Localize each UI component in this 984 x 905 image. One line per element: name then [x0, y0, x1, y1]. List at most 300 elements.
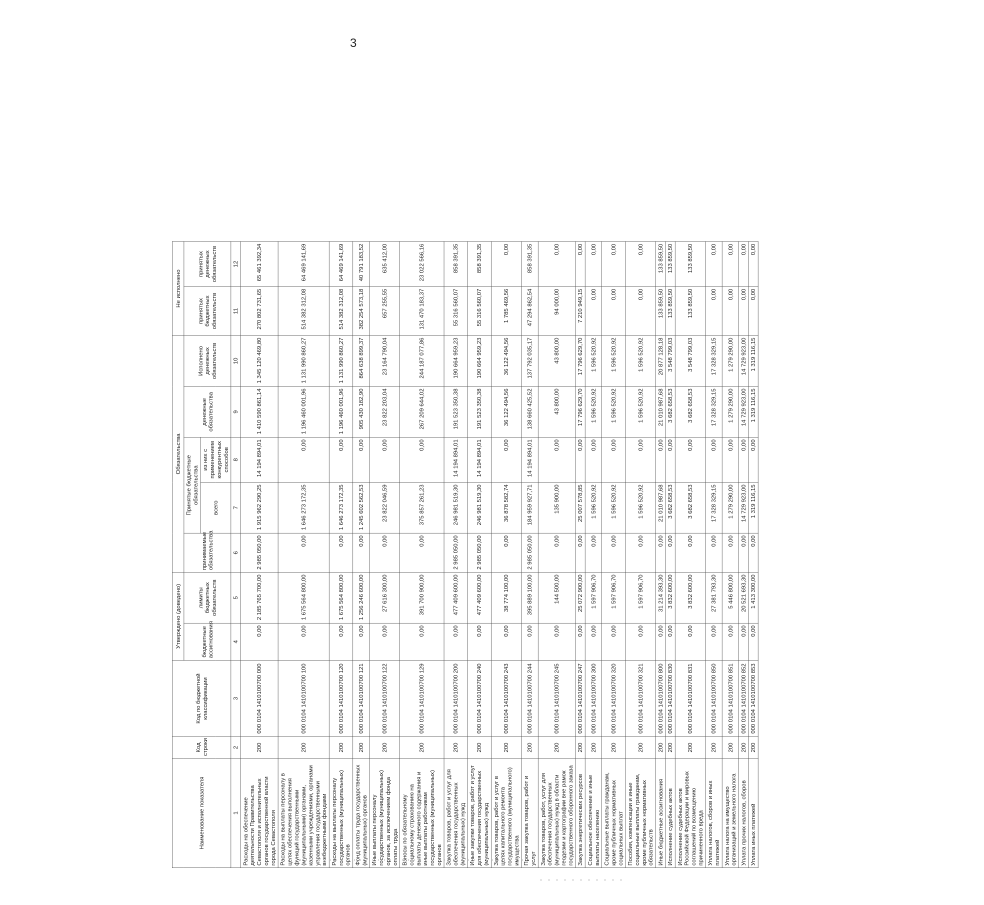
row-line-code: 200	[369, 737, 399, 759]
row-name: Социальное обеспечение и иные выплаты населению	[585, 758, 602, 868]
row-value: 0,00	[329, 623, 353, 660]
table-row	[602, 242, 626, 868]
row-value: 0,00	[739, 623, 749, 660]
col-number: 8	[231, 437, 241, 482]
table-body	[241, 242, 758, 868]
row-value: 270 802 731,65	[241, 287, 278, 336]
report-table-rotated	[172, 243, 984, 868]
row-value: 0,00	[369, 533, 399, 572]
row-value: 477 409 600,00	[444, 572, 468, 623]
table-row	[722, 242, 739, 868]
row-value: 1 256 246 600,00	[353, 572, 370, 623]
row-value: 0,00	[522, 623, 539, 660]
header-budget-allocations: бюджетные ассигнования	[184, 623, 231, 660]
row-value: 17 328 329,15	[706, 482, 723, 533]
row-value: 0,00	[739, 287, 749, 336]
row-value: 14 194 894,01	[444, 437, 468, 482]
col-number: 9	[231, 386, 241, 437]
row-value: 0,00	[576, 437, 586, 482]
row-value: 0,00	[748, 437, 758, 482]
row-value: 1 596 520,92	[602, 386, 626, 437]
row-value: 0,00	[585, 623, 602, 660]
row-value: 1 597 906,70	[602, 572, 626, 623]
row-value: 36 122 494,56	[491, 386, 521, 437]
row-value: 0,00	[468, 623, 492, 660]
row-value: 144 500,00	[538, 572, 575, 623]
row-value: 14 194 894,01	[522, 437, 539, 482]
row-value: 0,00	[353, 437, 370, 482]
table-row	[369, 242, 399, 868]
row-budget-code: 000 0104 1410100700 000	[241, 660, 278, 736]
row-value: 23 822 203,04	[369, 386, 399, 437]
row-value: 131 470 183,37	[400, 287, 444, 336]
table-row	[675, 242, 705, 868]
row-value: 0,00	[722, 437, 739, 482]
header-indicator: Наименование показателя	[172, 758, 231, 868]
row-value: 3 682 658,53	[665, 482, 675, 533]
row-budget-code: 000 0104 1410100700 247	[576, 660, 586, 736]
row-value: 1 196 460 001,96	[278, 386, 329, 437]
header-obligations: Обязательства	[172, 335, 184, 572]
header-budget-code: Код по бюджетной классификации	[172, 660, 231, 736]
row-value: 1 596 520,92	[625, 482, 655, 533]
col-number: 7	[231, 482, 241, 533]
col-number: 3	[231, 660, 241, 736]
row-value: 0,00	[739, 533, 749, 572]
row-value: 1 131 990 860,27	[278, 335, 329, 386]
row-value: 133 859,50	[656, 287, 666, 336]
row-value: 3 548 799,03	[675, 335, 705, 386]
header-line-code: Код строки	[172, 737, 231, 759]
row-value: 2 985 050,00	[241, 533, 278, 572]
header-total: всего	[201, 482, 231, 533]
row-budget-code: 000 0104 1410100700 300	[585, 660, 602, 736]
row-line-code: 200	[576, 737, 586, 759]
row-value: 0,00	[491, 437, 521, 482]
row-value: 43 800,00	[538, 386, 575, 437]
row-value: 0,00	[748, 287, 758, 336]
row-value: 657 255,55	[369, 287, 399, 336]
row-value: 64 469 141,69	[329, 242, 353, 287]
row-name: Фонд оплаты труда государственных (муниципальных) органов	[353, 758, 370, 868]
row-name: Иные бюджетные ассигнования	[656, 758, 666, 868]
row-value: 17 328 329,15	[706, 335, 723, 386]
row-value: 0,00	[585, 287, 602, 336]
row-line-code: 200	[400, 737, 444, 759]
header-accepted-obligations: принимаемые обязательства	[184, 533, 231, 572]
row-value: 2 185 765 700,00	[241, 572, 278, 623]
row-budget-code: 000 0104 1410100700 245	[538, 660, 575, 736]
row-value: 0,00	[538, 437, 575, 482]
row-name: Социальные выплаты гражданам, кроме публичных нормативных социальных выплат	[602, 758, 626, 868]
row-value: 0,00	[739, 242, 749, 287]
row-value: 0,00	[602, 437, 626, 482]
row-budget-code: 000 0104 1410100700 320	[602, 660, 626, 736]
row-value: 1 345 120 469,80	[241, 335, 278, 386]
row-value: 47 294 862,54	[522, 287, 539, 336]
col-number: 12	[231, 242, 241, 287]
row-value: 1 319 116,15	[748, 335, 758, 386]
row-value: 0,00	[675, 623, 705, 660]
row-budget-code: 000 0104 1410100700 852	[739, 660, 749, 736]
row-value: 21 010 987,68	[656, 482, 666, 533]
row-value: 21 010 987,68	[656, 386, 666, 437]
row-value: 514 382 312,08	[278, 287, 329, 336]
row-value: 0,00	[576, 242, 586, 287]
row-line-code: 200	[656, 737, 666, 759]
row-value: 36 878 582,74	[491, 482, 521, 533]
header-budget-limits: лимиты бюджетных обязательств	[184, 572, 231, 623]
row-value: 0,00	[278, 623, 329, 660]
row-budget-code: 000 0104 1410100700 243	[491, 660, 521, 736]
row-value: 190 664 959,23	[468, 335, 492, 386]
row-value: 36 122 494,56	[491, 335, 521, 386]
row-value: 1 319 116,15	[748, 386, 758, 437]
row-value: 135 900,00	[538, 482, 575, 533]
row-budget-code: 000 0104 1410100700 853	[748, 660, 758, 736]
row-value: 864 638 899,37	[353, 335, 370, 386]
row-value: 1 596 520,92	[602, 335, 626, 386]
row-value: 0,00	[369, 623, 399, 660]
row-value: 0,00	[538, 623, 575, 660]
row-line-code: 200	[748, 737, 758, 759]
row-value: 0,00	[329, 533, 353, 572]
row-value: 0,00	[748, 242, 758, 287]
row-value: 1 785 469,56	[491, 287, 521, 336]
row-budget-code: 000 0104 1410100700 121	[353, 660, 370, 736]
row-value: 1 596 520,92	[625, 335, 655, 386]
row-value: 0,00	[722, 287, 739, 336]
row-value: 14 194 894,01	[468, 437, 492, 482]
row-value: 3 832 600,00	[665, 572, 675, 623]
row-name: Уплата налогов, сборов и иных платежей	[706, 758, 723, 868]
row-value: 184 959 927,71	[522, 482, 539, 533]
row-line-code: 200	[585, 737, 602, 759]
row-line-code: 200	[665, 737, 675, 759]
row-value: 0,00	[491, 623, 521, 660]
row-value: 0,00	[491, 533, 521, 572]
row-value: 17 796 629,70	[576, 335, 586, 386]
row-value: 64 469 141,69	[278, 242, 329, 287]
row-value: 3 682 658,53	[675, 482, 705, 533]
row-value: 0,00	[625, 287, 655, 336]
row-value: 1 596 520,92	[585, 386, 602, 437]
row-budget-code: 000 0104 1410100700 240	[468, 660, 492, 736]
row-value: 0,00	[706, 437, 723, 482]
row-value: 1 131 990 860,27	[329, 335, 353, 386]
row-budget-code: 000 0104 1410100700 850	[706, 660, 723, 736]
page-number: 3	[350, 36, 357, 50]
row-value: 0,00	[625, 623, 655, 660]
col-number: 5	[231, 572, 241, 623]
row-value: 858 391,35	[468, 242, 492, 287]
row-value: 1 413 300,00	[748, 572, 758, 623]
row-value: 94 000,00	[538, 287, 575, 336]
header-unexec-monetary: принятых денежных обязательств	[184, 242, 231, 287]
row-value: 0,00	[538, 242, 575, 287]
row-name: Прочая закупка товаров, работ и услуг	[522, 758, 539, 868]
row-name: Иные выплаты персоналу государственных (муниципальных) органов, за исключением фонда оплаты труда	[369, 758, 399, 868]
header-accepted-budget-obligations: Принятые бюджетные обязательства	[184, 437, 201, 533]
row-value: 27 616 300,00	[369, 572, 399, 623]
row-name: Иные закупки товаров, работ и услуг для обеспечения государственных (муниципальных) нужд	[468, 758, 492, 868]
row-budget-code: 000 0104 1410100700 831	[675, 660, 705, 736]
row-value: 0,00	[602, 623, 626, 660]
row-line-code: 200	[706, 737, 723, 759]
row-value: 20 521 693,30	[739, 572, 749, 623]
row-value: 0,00	[656, 437, 666, 482]
row-value: 375 857 261,23	[400, 482, 444, 533]
table-row	[353, 242, 370, 868]
row-value: 0,00	[706, 533, 723, 572]
row-budget-code: 000 0104 1410100700 129	[400, 660, 444, 736]
row-value: 23 822 046,59	[369, 482, 399, 533]
row-value: 382 254 573,18	[353, 287, 370, 336]
row-value: 5 446 800,00	[722, 572, 739, 623]
row-name: Уплата иных платежей	[748, 758, 758, 868]
row-value: 65 461 392,34	[241, 242, 278, 287]
row-value: 477 409 600,00	[468, 572, 492, 623]
table-row	[538, 242, 575, 868]
row-value: 267 209 644,02	[400, 386, 444, 437]
row-line-code: 200	[353, 737, 370, 759]
row-value: 0,00	[400, 437, 444, 482]
row-value: 31 214 393,30	[656, 572, 666, 623]
row-value: 0,00	[675, 437, 705, 482]
row-value: 0,00	[625, 242, 655, 287]
row-line-code: 200	[522, 737, 539, 759]
row-value: 0,00	[538, 533, 575, 572]
row-value: 25 007 578,85	[576, 482, 586, 533]
row-name: Уплата прочих налогов, сборов	[739, 758, 749, 868]
row-value: 133 859,50	[675, 242, 705, 287]
row-line-code: 200	[739, 737, 749, 759]
row-value: 14 729 923,00	[739, 482, 749, 533]
row-value: 27 381 793,30	[706, 572, 723, 623]
row-value: 905 430 182,90	[353, 386, 370, 437]
row-value: 2 985 050,00	[522, 533, 539, 572]
row-line-code: 200	[241, 737, 278, 759]
row-value: 0,00	[369, 437, 399, 482]
row-budget-code: 000 0104 1410100700 800	[656, 660, 666, 736]
row-name: Расходы на выплаты персоналу государственных (муниципальных) органов	[329, 758, 353, 868]
row-value: 20 877 128,18	[656, 335, 666, 386]
header-unexecuted: Не исполнено	[172, 242, 184, 336]
row-value: 17 328 329,15	[706, 386, 723, 437]
row-value: 0,00	[675, 533, 705, 572]
row-value: 3 548 799,03	[665, 335, 675, 386]
row-value: 23 022 566,16	[400, 242, 444, 287]
row-value: 0,00	[665, 623, 675, 660]
row-value: 1 596 520,92	[602, 482, 626, 533]
row-value: 133 859,50	[665, 287, 675, 336]
row-name: Исполнение судебных актов Российской Федерации и мировых соглашений по возмещению причиненного вреда	[675, 758, 705, 868]
row-line-code: 200	[444, 737, 468, 759]
row-value: 55 316 560,07	[468, 287, 492, 336]
row-value: 7 210 949,15	[576, 287, 586, 336]
table-row	[400, 242, 444, 868]
row-value: 246 981 519,30	[468, 482, 492, 533]
row-value: 14 194 894,01	[241, 437, 278, 482]
row-value: 395 889 100,00	[522, 572, 539, 623]
table-row	[444, 242, 468, 868]
row-value: 1 245 602 562,53	[353, 482, 370, 533]
row-value: 2 985 050,00	[468, 533, 492, 572]
row-line-code: 200	[329, 737, 353, 759]
table-row	[706, 242, 723, 868]
row-value: 0,00	[739, 437, 749, 482]
col-number: 2	[231, 737, 241, 759]
row-budget-code: 000 0104 1410100700 120	[329, 660, 353, 736]
table-row	[468, 242, 492, 868]
row-name: Уплата налога на имущество организаций и земельного налога	[722, 758, 739, 868]
row-value: 0,00	[602, 242, 626, 287]
row-value: 1 410 590 861,14	[241, 386, 278, 437]
row-value: 17 796 629,70	[576, 386, 586, 437]
row-value: 137 792 035,17	[522, 335, 539, 386]
budget-execution-table	[172, 241, 758, 868]
row-budget-code: 000 0104 1410100700 100	[278, 660, 329, 736]
row-value: 0,00	[748, 533, 758, 572]
row-name: Расходы на выплаты персоналу в целях обеспечения выполнения функций государственными (муниципальными) органами, казенными учреждениями, органами управления государственными внебюджетными фондами	[278, 758, 329, 868]
table-row	[625, 242, 655, 868]
row-name: Взносы по обязательному социальному страхованию на выплаты денежного содержания и иные выплаты работникам государственных (муниципальных) органов	[400, 758, 444, 868]
row-value: 14 729 923,00	[739, 335, 749, 386]
row-line-code: 200	[278, 737, 329, 759]
row-value: 1 279 290,00	[722, 335, 739, 386]
row-value: 1 675 564 800,00	[278, 572, 329, 623]
row-value: 0,00	[576, 623, 586, 660]
header-of-which: из них с применением конкурентных способов	[201, 437, 231, 482]
row-value: 0,00	[353, 533, 370, 572]
row-line-code: 200	[538, 737, 575, 759]
row-budget-code: 000 0104 1410100700 830	[665, 660, 675, 736]
row-value: 3 682 658,53	[675, 386, 705, 437]
col-number: 6	[231, 533, 241, 572]
row-value: 858 391,35	[444, 242, 468, 287]
row-value: 0,00	[400, 533, 444, 572]
row-budget-code: 000 0104 1410100700 122	[369, 660, 399, 736]
row-value: 0,00	[491, 242, 521, 287]
table-row	[522, 242, 539, 868]
row-line-code: 200	[602, 737, 626, 759]
col-number: 10	[231, 335, 241, 386]
row-value: 1 915 962 290,25	[241, 482, 278, 533]
col-number: 4	[231, 623, 241, 660]
row-value: 0,00	[665, 533, 675, 572]
row-value: 0,00	[278, 437, 329, 482]
row-value: 0,00	[400, 623, 444, 660]
table-row	[748, 242, 758, 868]
row-line-code: 200	[675, 737, 705, 759]
row-value: 1 597 906,70	[585, 572, 602, 623]
row-value: 1 646 273 172,35	[278, 482, 329, 533]
row-name: Пособия, компенсации и иные социальные выплаты гражданам, кроме публичных нормативных обязательств	[625, 758, 655, 868]
row-value: 3 832 600,00	[675, 572, 705, 623]
row-value: 138 660 425,52	[522, 386, 539, 437]
row-value: 191 523 350,38	[468, 386, 492, 437]
row-value: 1 596 520,92	[625, 386, 655, 437]
row-value: 0,00	[602, 533, 626, 572]
row-value: 191 523 350,38	[444, 386, 468, 437]
column-numbers-row	[231, 242, 241, 868]
header-executed: Исполнено денежных обязательств	[184, 335, 231, 386]
row-value: 0,00	[665, 437, 675, 482]
row-value: 0,00	[602, 287, 626, 336]
row-value: 1 597 906,70	[625, 572, 655, 623]
header-monetary-obligations: денежные обязательства	[184, 386, 231, 437]
row-value: 55 316 560,07	[444, 287, 468, 336]
row-value: 14 729 923,00	[739, 386, 749, 437]
row-name: Закупка товаров, работ и услуг для обеспечения государственных (муниципальных) нужд	[444, 758, 468, 868]
row-value: 0,00	[722, 242, 739, 287]
row-value: 23 164 790,04	[369, 335, 399, 386]
row-value: 1 596 520,92	[585, 482, 602, 533]
row-budget-code: 000 0104 1410100700 321	[625, 660, 655, 736]
row-value: 1 675 564 800,00	[329, 572, 353, 623]
header-approved: Утверждено (доведено)	[172, 572, 184, 660]
table-row	[739, 242, 749, 868]
row-line-code: 200	[625, 737, 655, 759]
row-value: 1 596 520,92	[585, 335, 602, 386]
row-value: 0,00	[722, 533, 739, 572]
row-value: 0,00	[241, 623, 278, 660]
table-row	[491, 242, 521, 868]
row-budget-code: 000 0104 1410100700 851	[722, 660, 739, 736]
row-value: 133 859,50	[675, 287, 705, 336]
row-value: 1 279 290,00	[722, 482, 739, 533]
row-budget-code: 000 0104 1410100700 244	[522, 660, 539, 736]
row-value: 0,00	[722, 623, 739, 660]
row-value: 1 646 273 172,35	[329, 482, 353, 533]
row-value: 0,00	[278, 533, 329, 572]
header-unexec-budget: принятых бюджетных обязательств	[184, 287, 231, 336]
row-value: 0,00	[585, 437, 602, 482]
row-name: Исполнение судебных актов	[665, 758, 675, 868]
row-value: 2 985 050,00	[444, 533, 468, 572]
row-value: 1 196 460 001,96	[329, 386, 353, 437]
row-name: Расходы на обеспечение деятельности Правительства Севастополя и исполнительных органов государственной власти города Севастополя	[241, 758, 278, 868]
table-row	[665, 242, 675, 868]
row-budget-code: 000 0104 1410100700 200	[444, 660, 468, 736]
table-row	[241, 242, 278, 868]
row-value: 0,00	[706, 287, 723, 336]
row-line-code: 200	[722, 737, 739, 759]
row-value: 40 791 183,52	[353, 242, 370, 287]
row-value: 0,00	[329, 437, 353, 482]
row-value: 0,00	[748, 623, 758, 660]
table-row	[329, 242, 353, 868]
row-value: 858 391,35	[522, 242, 539, 287]
row-value: 43 800,00	[538, 335, 575, 386]
row-value: 0,00	[576, 533, 586, 572]
table-row	[656, 242, 666, 868]
row-value: 391 700 900,00	[400, 572, 444, 623]
row-value: 133 859,50	[665, 242, 675, 287]
row-value: 38 774 100,00	[491, 572, 521, 623]
row-value: 0,00	[656, 623, 666, 660]
row-value: 514 382 312,08	[329, 287, 353, 336]
row-value: 0,00	[353, 623, 370, 660]
row-value: 0,00	[625, 533, 655, 572]
row-value: 0,00	[656, 533, 666, 572]
row-name: Закупка товаров, работ и услуг в целях капитального ремонта государственного (муниципального) имущества	[491, 758, 521, 868]
row-value: 1 279 290,00	[722, 386, 739, 437]
row-value: 246 981 519,30	[444, 482, 468, 533]
row-name: Закупка энергетических ресурсов	[576, 758, 586, 868]
col-number: 1	[231, 758, 241, 868]
table-row	[585, 242, 602, 868]
